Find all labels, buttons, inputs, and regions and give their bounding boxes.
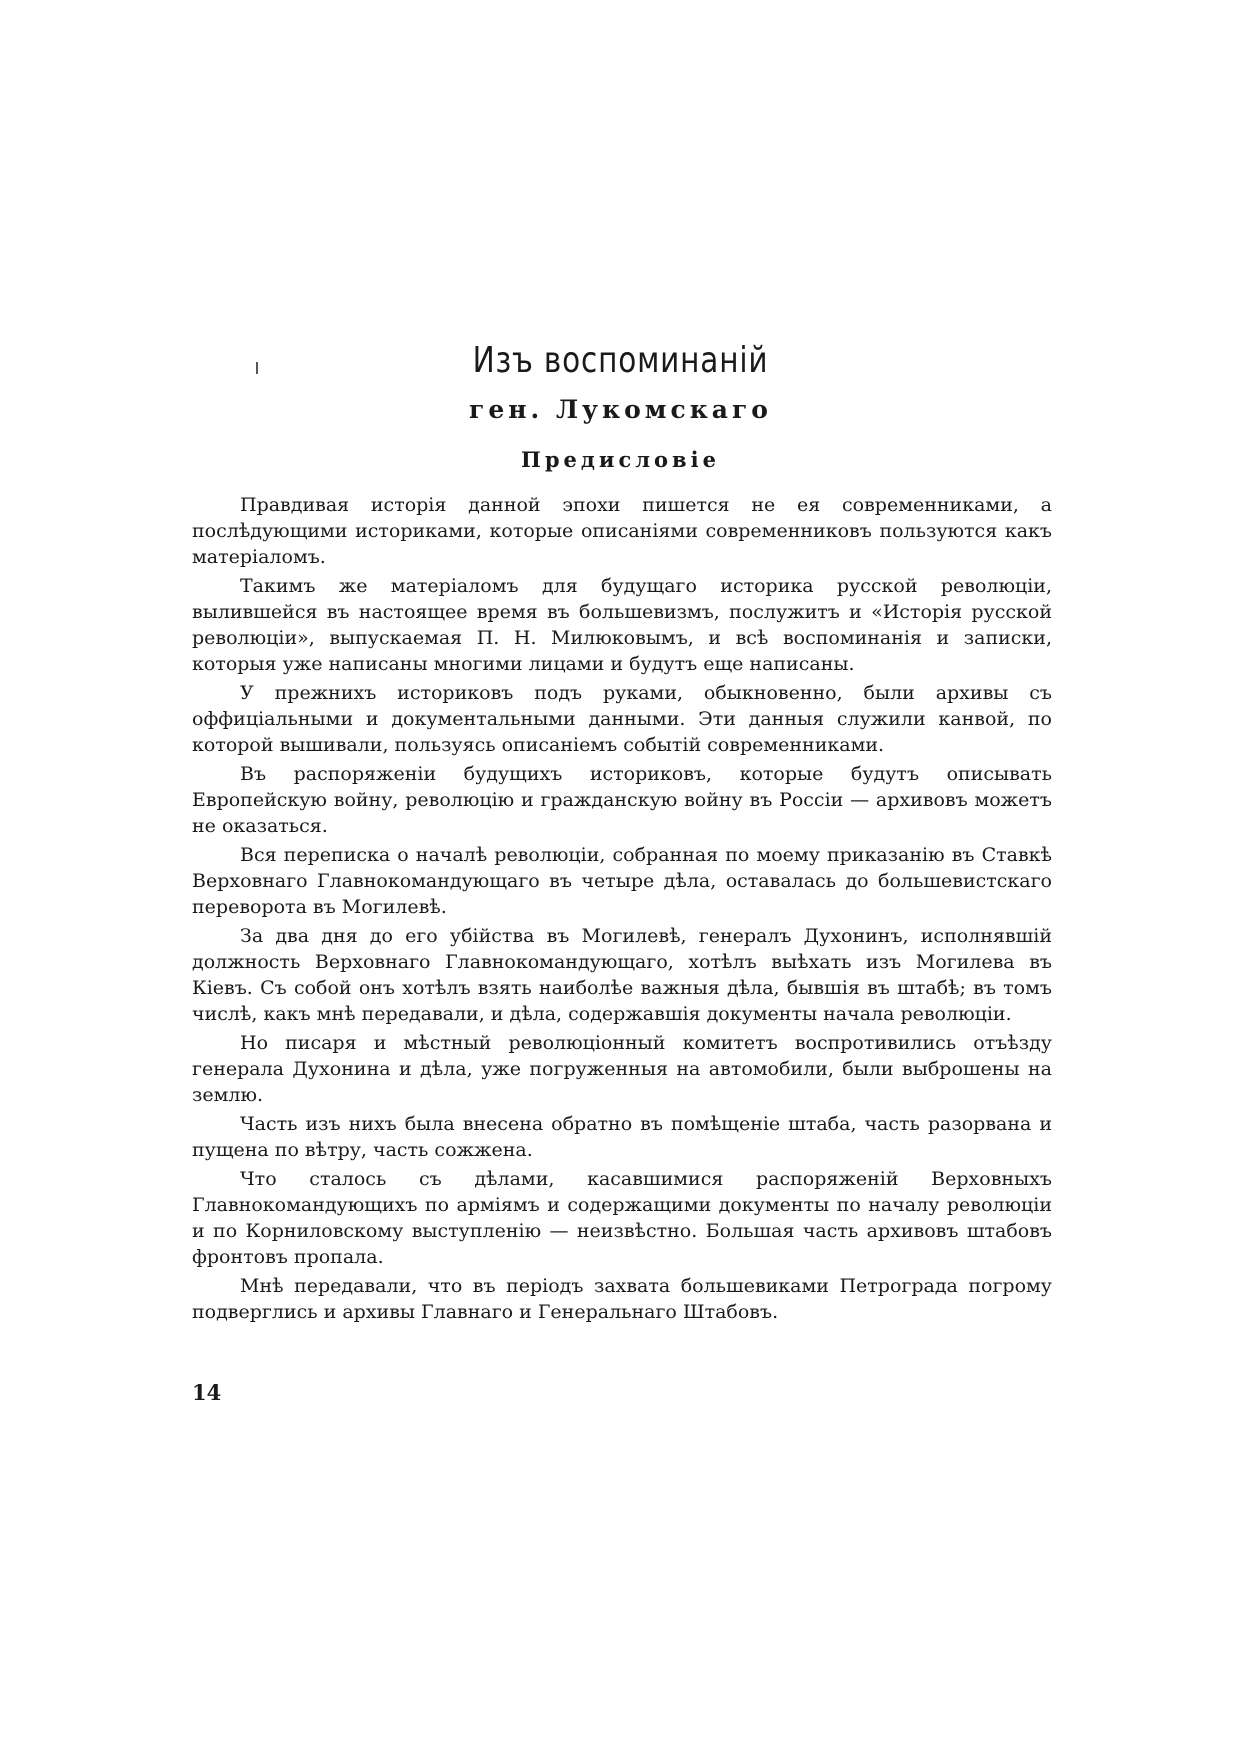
- paragraph: Но писаря и мѣстный революціонный комитетъ воспротивились отъѣзду генерала Духонина и дѣла, уже погруженныя на автомобили, были выброшены на землю.: [192, 1032, 1052, 1106]
- paragraph: Такимъ же матеріаломъ для будущаго историка русской революціи, вылившейся въ настоящее время въ большевизмъ, послужитъ и «Исторія русской революціи», выпускаемая П. Н. Милюковымъ, и всѣ воспоминанія и записки, которыя уже написаны многими лицами и будутъ еще написаны.: [192, 575, 1052, 675]
- paragraph: У прежнихъ историковъ подъ руками, обыкновенно, были архивы съ оффиціальными и документальными данными. Эти данныя служили канвой, по которой вышивали, пользуясь описаніемъ событій современниками.: [192, 682, 1052, 756]
- paragraph: Мнѣ передавали, что въ періодъ захвата большевиками Петрограда погрому подверглись и архивы Главнаго и Генеральнаго Штабовъ.: [192, 1275, 1052, 1323]
- author-subtitle: ген. Лукомскаго: [469, 395, 772, 424]
- page-number: 14: [192, 1380, 222, 1405]
- paragraph: Правдивая исторія данной эпохи пишется не ея современниками, а послѣдующими историками, которые описаніями современниковъ пользуются какъ матеріаломъ.: [192, 494, 1052, 568]
- body-text: [192, 492, 1052, 1328]
- paragraph: Въ распоряженіи будущихъ историковъ, которые будутъ описывать Европейскую войну, революцію и гражданскую войну въ Россіи — архивовъ можетъ не оказаться.: [192, 763, 1052, 837]
- paragraph: Вся переписка о началѣ революціи, собранная по моему приказанію въ Ставкѣ Верховнаго Главнокомандующаго въ четыре дѣла, оставалась до большевистскаго переворота въ Могилевѣ.: [192, 844, 1052, 918]
- paragraph: Часть изъ нихъ была внесена обратно въ помѣщеніе штаба, часть разорвана и пущена по вѣтру, часть сожжена.: [192, 1113, 1052, 1161]
- paragraph: За два дня до его убійства въ Могилевѣ, генералъ Духонинъ, исполнявшій должность Верховнаго Главнокомандующаго, хотѣлъ выѣхать изъ Могилева въ Кіевъ. Съ собой онъ хотѣлъ взять наиболѣе важныя дѣла, бывшія въ штабѣ; въ томъ числѣ, какъ мнѣ передавали, и дѣла, содержавшія документы начала революціи.: [192, 925, 1052, 1025]
- section-heading: Предисловіе: [521, 447, 720, 472]
- paragraph: Что сталось съ дѣлами, касавшимися распоряженій Верховныхъ Главнокомандующихъ по арміямъ и содержащими документы по началу революціи и по Корниловскому выступленію — неизвѣстно. Большая часть архивовъ штабовъ фронтовъ пропала.: [192, 1168, 1052, 1268]
- page-title: Изъ воспоминаній: [472, 340, 769, 381]
